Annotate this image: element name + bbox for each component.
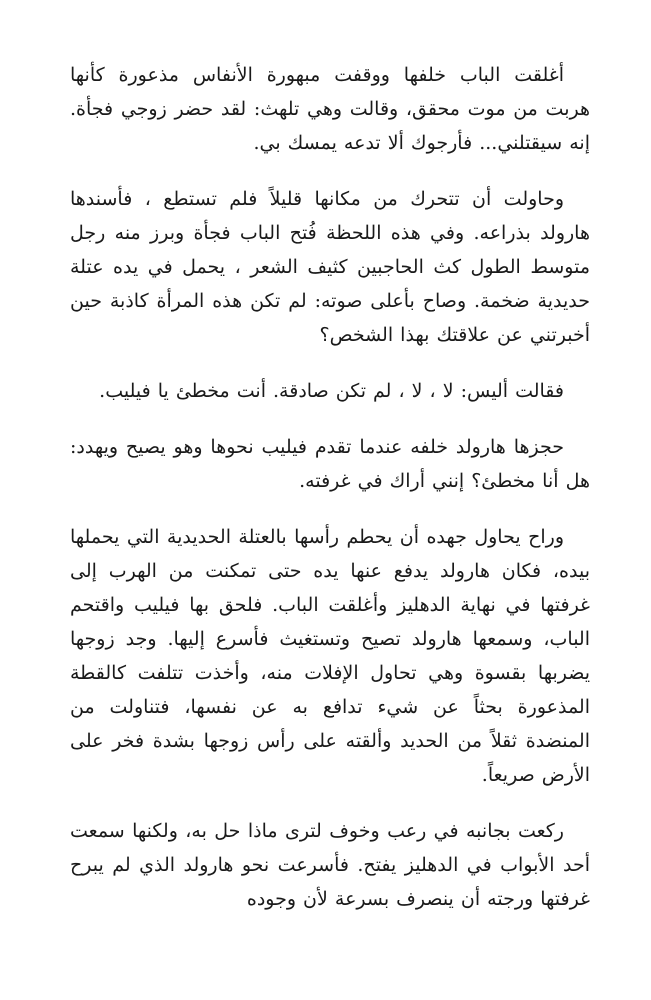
paragraph-4: حجزها هارولد خلفه عندما تقدم فيليب نحوها وهو يصيح ويهدد: هل أنا مخطئ؟ إنني أراك في غرفته.: [70, 436, 590, 492]
paragraph-3: فقالت أليس: لا ، لا ، لم تكن صادقة. أنت مخطئ يا فيليب.: [99, 380, 564, 402]
paragraph-6: ركعت بجانبه في رعب وخوف لترى ماذا حل به، ولكنها سمعت أحد الأبواب في الدهليز يفتح. فأسرعت نحو هارولد الذي لم يبرح غرفتها ورجته أن ينصرف بسرعة لأن وجوده: [70, 820, 590, 910]
paragraph-5: وراح يحاول جهده أن يحطم رأسها بالعتلة الحديدية التي يحملها بيده، فكان هارولد يدفع عنها يده حتى تمكنت من الهرب إلى غرفتها في نهاية الدهليز وأغلقت الباب. فلحق بها فيليب واقتحم الباب، وسمعها هارولد تصيح وتستغيث فأسرع إليها. وجد زوجها يضربها بقسوة وهي تحاول الإفلات منه، وأخذت تتلفت كالقطة المذعورة بحثاً عن شيء تدافع به عن نفسها، فتناولت من المنضدة ثقلاً من الحديد وألقته على رأس زوجها بشدة فخر على الأرض صريعاً.: [70, 526, 590, 786]
paragraph-2: وحاولت أن تتحرك من مكانها قليلاً فلم تستطع ، فأسندها هارولد بذراعه. وفي هذه اللحظة فُتح الباب فجأة وبرز منه رجل متوسط الطول كث الحاجبين كثيف الشعر ، يحمل في يده عتلة حديدية ضخمة. وصاح بأعلى صوته: لم تكن هذه المرأة كاذبة حين أخبرتني عن علاقتك بهذا الشخص؟: [70, 188, 590, 346]
book-page: [70, 58, 590, 916]
paragraph-1: أغلقت الباب خلفها ووقفت مبهورة الأنفاس مذعورة كأنها هربت من موت محقق، وقالت وهي تلهث: لقد حضر زوجي فجأة. إنه سيقتلني... فأرجوك ألا تدعه يمسك بي.: [70, 64, 590, 154]
